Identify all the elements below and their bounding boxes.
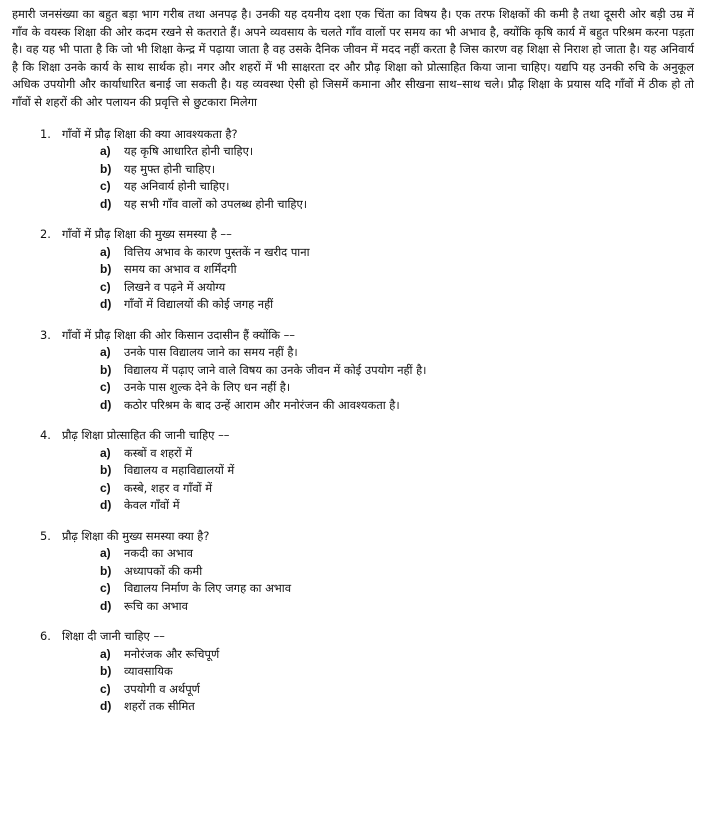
- option-letter: c): [100, 681, 111, 696]
- option-a: [12, 646, 694, 664]
- option-text: विद्यालय में पढ़ाए जाने वाले विषय का उनके जीवन में कोई उपयोग नहीं है।: [124, 362, 427, 377]
- option-letter: a): [100, 345, 111, 360]
- option-letter: d): [100, 498, 112, 513]
- option-text: उपयोगी व अर्थपूर्ण: [124, 681, 200, 696]
- option-text: उनके पास शुल्क देने के लिए धन नहीं है।: [124, 380, 291, 395]
- option-text: यह कृषि आधारित होनी चाहिए।: [124, 144, 254, 159]
- question-3: [12, 327, 694, 415]
- option-letter: c): [100, 179, 111, 194]
- option-letter: b): [100, 161, 112, 176]
- option-a: [12, 143, 694, 161]
- option-b: [12, 563, 694, 581]
- option-letter: a): [100, 144, 111, 159]
- option-text: केवल गाँवों में: [124, 498, 180, 513]
- option-letter: c): [100, 480, 111, 495]
- option-text: अध्यापकों की कमी: [124, 563, 203, 578]
- option-text: विद्यालय व महाविद्यालयों में: [124, 463, 235, 478]
- option-letter: a): [100, 546, 111, 561]
- question-list: [12, 126, 694, 716]
- option-a: [12, 344, 694, 362]
- option-letter: c): [100, 279, 111, 294]
- question-text: गाँवों में प्रौढ़ शिक्षा की मुख्य समस्या है ––: [62, 227, 232, 242]
- question-number: 1.: [40, 126, 51, 141]
- option-d: [12, 196, 694, 214]
- option-d: [12, 698, 694, 716]
- option-letter: d): [100, 297, 112, 312]
- option-text: कस्बे, शहर व गाँवों में: [124, 480, 213, 495]
- option-letter: d): [100, 598, 112, 613]
- option-list: [12, 646, 694, 716]
- option-b: [12, 261, 694, 279]
- question-text: प्रौढ़ शिक्षा प्रोत्साहित की जानी चाहिए ––: [62, 428, 230, 443]
- option-letter: d): [100, 699, 112, 714]
- question-1: [12, 126, 694, 214]
- option-letter: a): [100, 646, 111, 661]
- option-c: [12, 279, 694, 297]
- option-letter: b): [100, 664, 112, 679]
- option-letter: b): [100, 362, 112, 377]
- question-number: 6.: [40, 629, 51, 644]
- option-d: [12, 598, 694, 616]
- option-a: [12, 545, 694, 563]
- question-text: गाँवों में प्रौढ़ शिक्षा की ओर किसान उदासीन हैं क्योंकि ––: [62, 327, 296, 342]
- option-list: [12, 545, 694, 615]
- option-a: [12, 445, 694, 463]
- option-text: कस्बों व शहरों में: [124, 445, 193, 460]
- option-list: [12, 445, 694, 515]
- option-d: [12, 296, 694, 314]
- option-letter: b): [100, 563, 112, 578]
- question-6: [12, 628, 694, 716]
- option-b: [12, 161, 694, 179]
- option-list: [12, 143, 694, 213]
- option-text: गाँवों में विद्यालयों की कोई जगह नहीं: [124, 297, 274, 312]
- option-b: [12, 663, 694, 681]
- option-c: [12, 379, 694, 397]
- option-a: [12, 244, 694, 262]
- option-letter: b): [100, 463, 112, 478]
- option-list: [12, 344, 694, 414]
- option-list: [12, 244, 694, 314]
- option-text: समय का अभाव व शर्मिंदगी: [124, 262, 237, 277]
- option-letter: d): [100, 397, 112, 412]
- option-letter: b): [100, 262, 112, 277]
- option-d: [12, 497, 694, 515]
- option-d: [12, 397, 694, 415]
- option-c: [12, 178, 694, 196]
- option-text: व्यावसायिक: [124, 664, 173, 679]
- comprehension-passage: हमारी जनसंख्या का बहुत बड़ा भाग गरीब तथा अनपढ़ है। उनकी यह दयनीय दशा एक चिंता का विषय है। एक तरफ शिक्षकों की कमी है तथा दूसरी ओर बड़ी उम्र में गाँव के वयस्क शिक्षा की ओर कदम रखने से कतराते हैं। अपने व्यवसाय के चलते गाँव वालों पर समय का भी अभाव है, क्योंकि कृषि कार्य में बहुत परिश्रम करना पड़ता है। वह यह भी पाता है कि जो भी शिक्षा केन्द्र में पढ़ाया जाता है वह उसके दैनिक जीवन में मदद नहीं करता है जिस कारण वह शिक्षा से निराश हो जाता है। यह अनिवार्य है कि शिक्षा उनके कार्य के साथ सार्थक हो। नगर और शहरों में भी साक्षरता दर और प्रौढ़ शिक्षा को प्रोत्साहित किया जाना चाहिए। यद्यपि यह उनकी रुचि के अनुकूल अधिक उपयोगी और कार्याधारित बनाई जा सकती है। यह व्यवस्था ऐसी हो जिसमें कमाना और सीखना साथ–साथ चले। प्रौढ़ शिक्षा के प्रयास यदि गाँवों में ठीक हो तो गाँवों से शहरों की ओर पलायन की प्रवृत्ति से छुटकारा मिलेगा: [12, 7, 694, 109]
- question-4: [12, 427, 694, 515]
- option-text: लिखने व पढ़ने में अयोग्य: [124, 279, 226, 294]
- question-number: 3.: [40, 327, 51, 342]
- option-text: यह अनिवार्य होनी चाहिए।: [124, 179, 230, 194]
- question-text: प्रौढ़ शिक्षा की मुख्य समस्या क्या है?: [62, 528, 210, 543]
- option-b: [12, 462, 694, 480]
- option-letter: c): [100, 581, 111, 596]
- option-c: [12, 480, 694, 498]
- option-text: यह मुफ्त होनी चाहिए।: [124, 161, 216, 176]
- option-text: उनके पास विद्यालय जाने का समय नहीं है।: [124, 345, 298, 360]
- option-text: शहरों तक सीमित: [124, 699, 195, 714]
- option-b: [12, 362, 694, 380]
- question-5: [12, 528, 694, 616]
- question-text: शिक्षा दी जानी चाहिए ––: [62, 629, 165, 644]
- question-number: 2.: [40, 227, 51, 242]
- option-text: मनोरंजक और रूचिपूर्ण: [124, 646, 220, 661]
- option-letter: c): [100, 380, 111, 395]
- option-text: नकदी का अभाव: [124, 546, 194, 561]
- question-number: 5.: [40, 528, 51, 543]
- option-text: वित्तिय अभाव के कारण पुस्तकें न खरीद पाना: [124, 244, 310, 259]
- option-text: विद्यालय निर्माण के लिए जगह का अभाव: [124, 581, 292, 596]
- option-text: यह सभी गाँव वालों को उपलब्ध होनी चाहिए।: [124, 196, 308, 211]
- option-text: रूचि का अभाव: [124, 598, 188, 613]
- option-c: [12, 681, 694, 699]
- question-number: 4.: [40, 428, 51, 443]
- option-c: [12, 580, 694, 598]
- option-text: कठोर परिश्रम के बाद उन्हें आराम और मनोरंजन की आवश्यकता है।: [124, 397, 400, 412]
- option-letter: d): [100, 196, 112, 211]
- question-2: [12, 226, 694, 314]
- option-letter: a): [100, 244, 111, 259]
- option-letter: a): [100, 445, 111, 460]
- question-text: गाँवों में प्रौढ़ शिक्षा की क्या आवश्यकता है?: [62, 126, 238, 141]
